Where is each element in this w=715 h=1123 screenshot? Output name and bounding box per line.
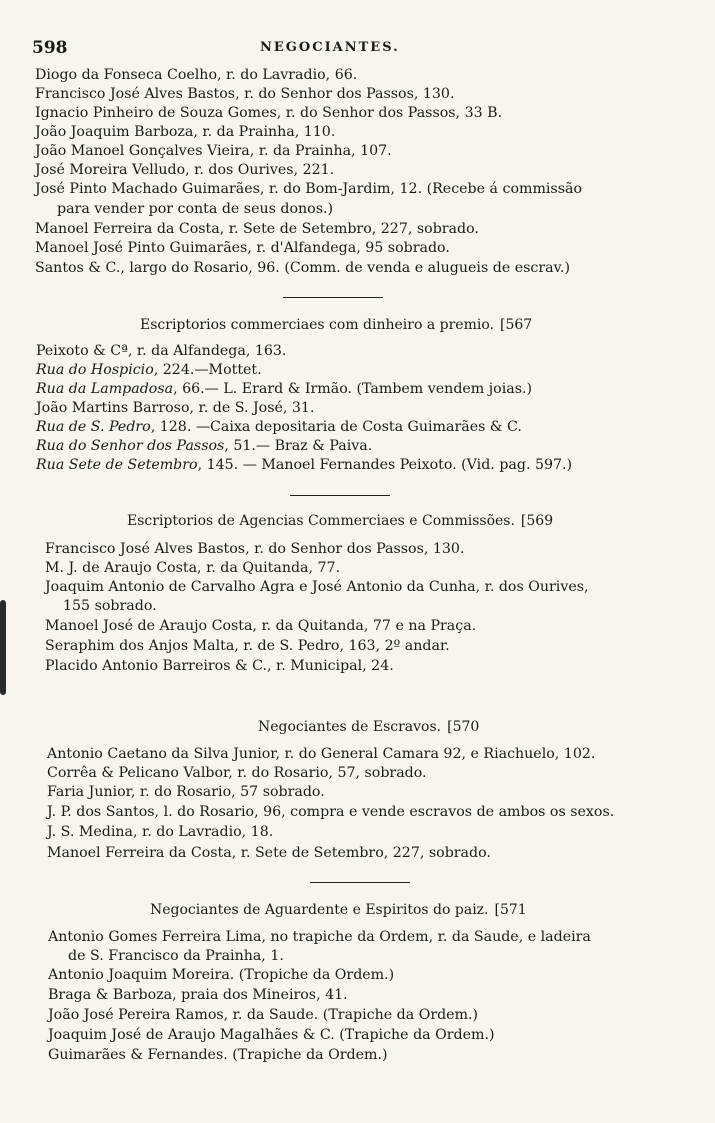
section-code: [570 (447, 719, 480, 735)
list-item: João Joaquim Barboza, r. da Prainha, 110. (35, 124, 336, 140)
list-item (36, 419, 522, 436)
section-heading (140, 317, 532, 334)
section-heading (150, 902, 527, 919)
entry-lead: Rua Sete de Setembro (36, 457, 198, 473)
section-title: Negociantes de Aguardente e Espiritos do paiz. (150, 902, 489, 918)
list-item (36, 362, 262, 379)
section-divider (310, 882, 410, 883)
list-item: João Manoel Gonçalves Vieira, r. da Prainha, 107. (35, 143, 392, 159)
list-item: Joaquim José de Araujo Magalhães & C. (Trapiche da Ordem.) (48, 1027, 495, 1043)
list-item (36, 343, 286, 360)
section-heading (127, 513, 553, 530)
running-head: NEGOCIANTES. (260, 40, 400, 55)
entry-lead: Rua de S. Pedro (36, 419, 151, 435)
section-title: Escriptorios de Agencias Commerciaes e Commissões. (127, 513, 515, 529)
list-item: M. J. de Araujo Costa, r. da Quitanda, 77. (45, 560, 341, 576)
section-code: [571 (494, 902, 527, 918)
section-divider (283, 297, 383, 298)
entry-lead: João Martins Barroso (36, 400, 190, 416)
list-item: Antonio Caetano da Silva Junior, r. do General Camara 92, e Riachuelo, 102. (47, 746, 596, 762)
entry-text: , 224.—Mottet. (153, 362, 262, 378)
list-item: Santos & C., largo do Rosario, 96. (Comm. de venda e alugueis de escrav.) (35, 260, 570, 276)
list-item: José Moreira Velludo, r. dos Ourives, 221. (35, 162, 335, 178)
list-item: Placido Antonio Barreiros & C., r. Municipal, 24. (45, 658, 394, 674)
list-item: João José Pereira Ramos, r. da Saude. (Trapiche da Ordem.) (48, 1007, 479, 1023)
page-header (32, 38, 672, 58)
entry-lead: Peixoto & Cª (36, 343, 128, 359)
list-item: J. P. dos Santos, l. do Rosario, 96, compra e vende escravos de ambos os sexos. (47, 804, 615, 820)
entry-text: , 66.— L. Erard & Irmão. (Tambem vendem joias.) (173, 381, 533, 397)
section-code: [569 (520, 513, 554, 529)
entry-lead: Rua do Hospicio (36, 362, 154, 378)
list-item (36, 438, 372, 455)
list-item: Manoel Ferreira da Costa, r. Sete de Setembro, 227, sobrado. (35, 221, 479, 237)
list-item-continuation: 155 sobrado. (63, 598, 157, 614)
list-item: Faria Junior, r. do Rosario, 57 sobrado. (47, 784, 325, 800)
list-item: J. S. Medina, r. do Lavradio, 18. (47, 824, 274, 840)
entry-text: , r. de S. José, 31. (189, 400, 315, 416)
list-item: Diogo da Fonseca Coelho, r. do Lavradio, 66. (35, 67, 358, 83)
page-number: 598 (32, 38, 68, 58)
scan-margin-mark (0, 600, 6, 695)
list-item (36, 381, 532, 398)
entry-text: , 145. — Manoel Fernandes Peixoto. (Vid. pag. 597.) (197, 457, 573, 473)
entry-lead: Rua do Senhor dos Passos (36, 438, 225, 454)
list-item: José Pinto Machado Guimarães, r. do Bom-Jardim, 12. (Recebe á commissão (35, 181, 582, 197)
list-item-continuation: de S. Francisco da Prainha, 1. (68, 948, 284, 964)
section-heading (258, 719, 479, 736)
list-item: Braga & Barboza, praia dos Mineiros, 41. (48, 987, 348, 1003)
entry-lead: Rua da Lampadosa (36, 381, 174, 397)
section-code: [567 (499, 317, 533, 333)
list-item: Manoel José de Araujo Costa, r. da Quitanda, 77 e na Praça. (45, 618, 477, 634)
section-divider (290, 495, 390, 496)
section-title: Escriptorios commerciaes com dinheiro a premio. (140, 317, 494, 333)
list-item: Corrêa & Pelicano Valbor, r. do Rosario, 57, sobrado. (47, 765, 427, 781)
list-item: Francisco José Alves Bastos, r. do Senhor dos Passos, 130. (35, 86, 455, 102)
list-item: Joaquim Antonio de Carvalho Agra e José Antonio da Cunha, r. dos Ourives, (45, 579, 589, 595)
list-item: Antonio Joaquim Moreira. (Tropiche da Ordem.) (48, 967, 395, 983)
entry-text: , 51.— Braz & Paiva. (224, 438, 373, 454)
list-item (36, 457, 572, 474)
list-item: Manoel José Pinto Guimarães, r. d'Alfandega, 95 sobrado. (35, 240, 450, 256)
list-item: Seraphim dos Anjos Malta, r. de S. Pedro, 163, 2º andar. (45, 638, 450, 654)
list-item: Francisco José Alves Bastos, r. do Senhor dos Passos, 130. (45, 541, 465, 557)
list-item: Manoel Ferreira da Costa, r. Sete de Setembro, 227, sobrado. (47, 845, 491, 861)
entry-text: , r. da Alfandega, 163. (127, 343, 287, 359)
list-item: Antonio Gomes Ferreira Lima, no trapiche da Ordem, r. da Saude, e ladeira (48, 929, 591, 945)
list-item-continuation: para vender por conta de seus donos.) (57, 201, 334, 217)
list-item: Ignacio Pinheiro de Souza Gomes, r. do Senhor dos Passos, 33 B. (35, 105, 503, 121)
list-item (36, 400, 314, 417)
entry-text: , 128. —Caixa depositaria de Costa Guimarães & C. (150, 419, 522, 435)
section-title: Negociantes de Escravos. (258, 719, 442, 735)
list-item: Guimarães & Fernandes. (Trapiche da Ordem.) (48, 1047, 388, 1063)
